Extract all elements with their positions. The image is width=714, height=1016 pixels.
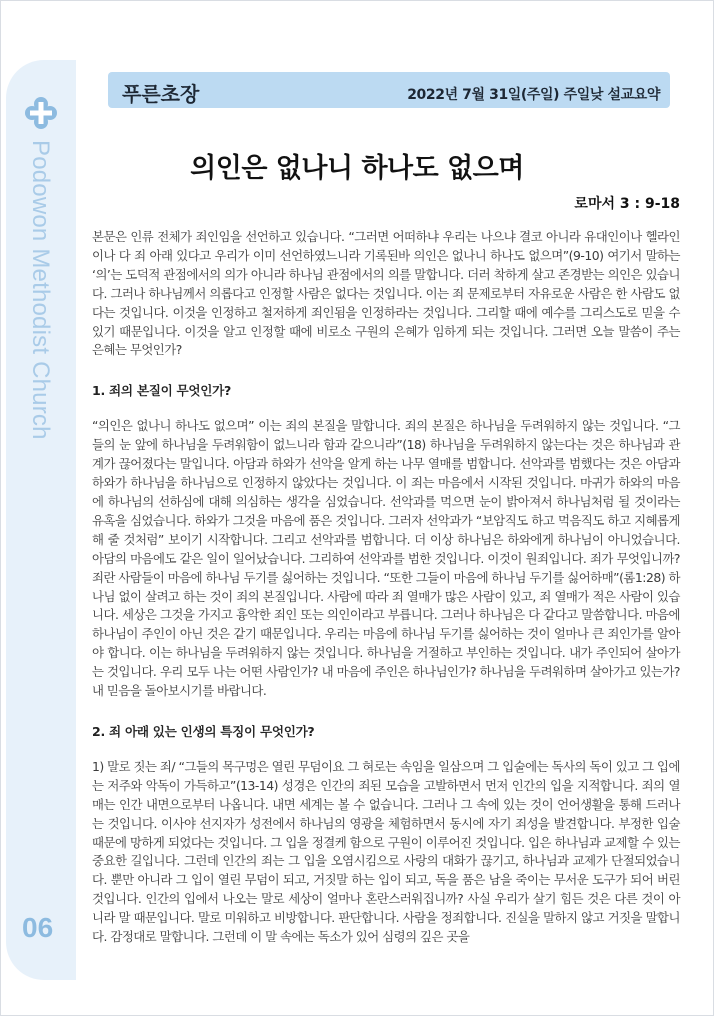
scripture-reference: 로마서 3 : 9-18 [574, 196, 680, 212]
quatrefoil-cross-icon [24, 96, 58, 130]
sermon-content [92, 228, 680, 947]
section1-paragraph: “의인은 없나니 하나도 없으며” 이는 죄의 본질을 말합니다. 죄의 본질은 하나님을 두려워하지 않는 것입니다. “그들의 눈 앞에 하나님을 두려워함이 없느니라 함과 같으니라”(18) 하나님을 두려워하지 않는다는 것은 하나님과 관계가 끊어졌다는 말입니다. 아담과 하와가 선악을 알게 하는 나무 열매를 범합니다. 선악과를 범했다는 것은 아담과 하와가 하나님을 하나님으로 인정하지 않았다는 것입니다. 이 죄는 마음에서 시작된 것입니다. 마귀가 하와의 마음에 하나님의 선하심에 대해 의심하는 생각을 심었습니다. 선악과를 먹으면 눈이 밝아져서 하나님처럼 될 것이라는 유혹을 심었습니다. 하와가 그것을 마음에 품은 것입니다. 그러자 선악과가 “보암직도 하고 먹음직도 하고 지혜롭게 해 줄 것처럼” 보이기 시작합니다. 그리고 선악과를 범합니다. 더 이상 하나님은 하와에게 하나님이 아니었습니다. 아담의 마음에도 같은 일이 일어났습니다. 그리하여 선악과를 범한 것입니다. 이것이 원죄입니다. 죄가 무엇입니까? 죄란 사람들이 마음에 하나님 두기를 싫어하는 것입니다. “또한 그들이 마음에 하나님 두기를 싫어하매”(롬1:28) 하나님 없이 살려고 하는 것이 죄의 본질입니다. 사람에 따라 죄 열매가 많은 사람이 있고, 죄 열매가 적은 사람이 있습니다. 세상은 그것을 가지고 흉악한 죄인 또는 의인이라고 부릅니다. 그러나 하나님은 다 같다고 말씀합니다. 마음에 하나님이 주인이 아닌 것은 같기 때문입니다. 우리는 마음에 하나님 두기를 싫어하는 것이 얼마나 큰 죄인가를 알아야 합니다. 이는 하나님을 두려워하지 않는 것입니다. 하나님을 거절하고 부인하는 것입니다. 내가 주인되어 살아가는 것입니다. 우리 모두 나는 어떤 사람인가? 내 마음에 주인은 하나님인가? 하나님을 두려워하며 살아가고 있는가? 내 믿음을 돌아보시기를 바랍니다. [92, 418, 680, 699]
service-date: 2022년 7월 31일(주일) 주일낮 설교요약 [407, 87, 660, 103]
section2-paragraph: 1) 말로 짓는 죄/ “그들의 목구멍은 열린 무덤이요 그 혀로는 속임을 일삼으며 그 입술에는 독사의 독이 있고 그 입에는 저주와 악독이 가득하고”(13-14) 성경은 인간의 죄된 모습을 고발하면서 먼저 인간의 입을 지적합니다. 죄의 열매는 인간 내면으로부터 나옵니다. 내면 세계는 볼 수 없습니다. 그러나 그 속에 있는 것이 언어생활을 통해 드러나는 것입니다. 이사야 선지자가 성전에서 하나님의 영광을 체험하면서 동시에 자기 죄성을 발견합니다. 부정한 입술 때문에 망하게 되었다는 것입니다. 그 입을 정결케 함으로 구원이 이루어진 것입니다. 입은 하나님과 교제할 수 있는 중요한 길입니다. 그런데 인간의 죄는 그 입을 오염시킴으로 사랑의 대화가 끊기고, 하나님과 교제가 단절되었습니다. 뿐만 아니라 그 입이 열린 무덤이 되고, 거짓말 하는 입이 되고, 독을 품은 남을 죽이는 무서운 도구가 되어 버린 것입니다. 인간의 입에서 나오는 말로 세상이 얼마나 혼란스러워집니까? 사실 우리가 살기 힘든 것은 다른 것이 아니라 말 때문입니다. 말로 미워하고 비방합니다. 판단합니다. 사람을 정죄합니다. 진실을 말하지 않고 거짓을 말합니다. 감정대로 말합니다. 그런데 이 말 속에는 독소가 있어 심령의 깊은 곳을 [92, 758, 680, 945]
section2-heading: 2. 죄 아래 있는 인생의 특징이 무엇인가? [92, 723, 315, 739]
church-name: Podowon Methodist Church [27, 140, 54, 440]
bulletin-title: 푸른초장 [122, 82, 200, 106]
sermon-title: 의인은 없나니 하나도 없으며 [190, 153, 524, 184]
page-number: 06 [22, 912, 54, 943]
intro-paragraph: 본문은 인류 전체가 죄인임을 선언하고 있습니다. “그러면 어떠하냐 우리는 나으냐 결코 아니라 유대인이나 헬라인이나 다 죄 아래 있다고 우리가 이미 선언하였느니라 기록된바 의인은 없나니 하나도 없으며”(9-10) 여기서 말하는 ‘의’는 도덕적 관점에서의 의가 아니라 하나님 관점에서의 의를 말합니다. 더러 착하게 살고 존경받는 의인은 있습니다. 그러나 하나님께서 의롭다고 인정할 사람은 없다는 것입니다. 이는 죄 문제로부터 자유로운 사람은 한 사람도 없다는 것입니다. 이것을 인정하고 철저하게 죄인됨을 인정하라는 것입니다. 그리할 때에 예수를 그리스도로 믿을 수 있기 때문입니다. 이것을 알고 인정할 때에 비로소 구원의 은혜가 임하게 되는 것입니다. 그러면 오늘 말씀이 주는 은혜는 무엇인가? [92, 229, 680, 358]
section1-heading: 1. 죄의 본질이 무엇인가? [92, 383, 231, 399]
